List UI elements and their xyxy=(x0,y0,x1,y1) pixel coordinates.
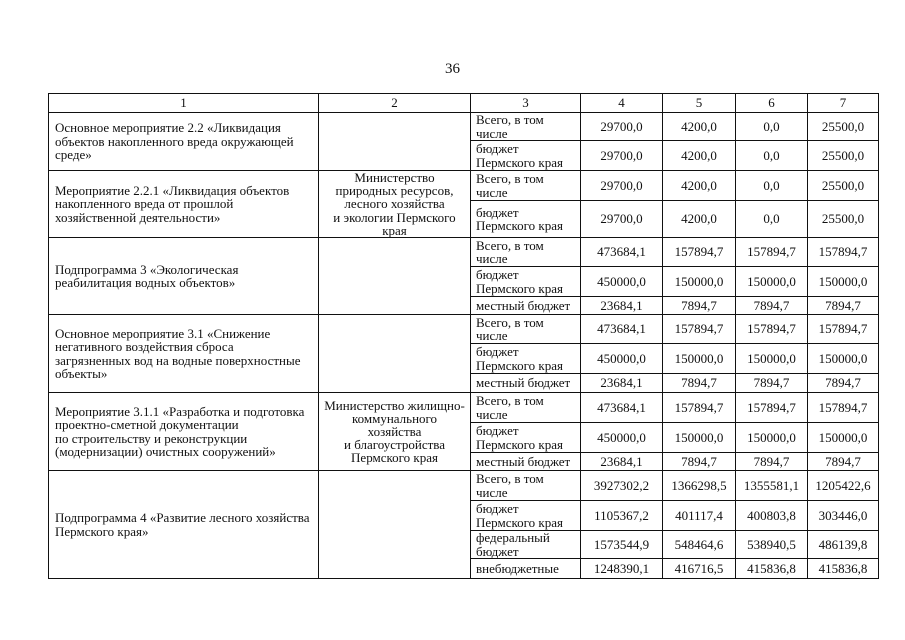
value-col-5: 150000,0 xyxy=(663,423,736,453)
column-header: 1 xyxy=(49,94,319,113)
value-col-5: 548464,6 xyxy=(663,531,736,559)
value-col-6: 538940,5 xyxy=(736,531,808,559)
funding-source-cell: Всего, в том числе xyxy=(471,171,581,201)
value-col-5: 1366298,5 xyxy=(663,471,736,501)
value-col-4: 23684,1 xyxy=(581,374,663,393)
value-col-6: 7894,7 xyxy=(736,374,808,393)
executor-cell xyxy=(319,238,471,315)
value-col-4: 450000,0 xyxy=(581,423,663,453)
value-col-4: 473684,1 xyxy=(581,238,663,267)
value-col-6: 150000,0 xyxy=(736,423,808,453)
value-col-4: 29700,0 xyxy=(581,171,663,201)
value-col-4: 450000,0 xyxy=(581,267,663,297)
column-header: 3 xyxy=(471,94,581,113)
value-col-7: 7894,7 xyxy=(808,374,879,393)
budget-table xyxy=(48,93,879,579)
value-col-5: 150000,0 xyxy=(663,344,736,374)
header-row xyxy=(49,94,879,113)
value-col-7: 1205422,6 xyxy=(808,471,879,501)
value-col-7: 25500,0 xyxy=(808,141,879,171)
value-col-6: 7894,7 xyxy=(736,297,808,315)
value-col-7: 25500,0 xyxy=(808,171,879,201)
funding-source-cell: бюджет Пермского края xyxy=(471,423,581,453)
value-col-5: 4200,0 xyxy=(663,113,736,141)
value-col-7: 157894,7 xyxy=(808,315,879,344)
funding-source-cell: местный бюджет xyxy=(471,374,581,393)
value-col-6: 415836,8 xyxy=(736,559,808,579)
funding-source-cell: внебюджетные xyxy=(471,559,581,579)
value-col-5: 4200,0 xyxy=(663,201,736,238)
value-col-6: 7894,7 xyxy=(736,453,808,471)
value-col-5: 4200,0 xyxy=(663,171,736,201)
table-row xyxy=(49,238,879,267)
executor-cell: Министерство жилищно- коммунального хозяйства и благоустройства Пермского края xyxy=(319,393,471,471)
value-col-4: 473684,1 xyxy=(581,393,663,423)
executor-cell xyxy=(319,113,471,171)
value-col-6: 0,0 xyxy=(736,113,808,141)
value-col-5: 4200,0 xyxy=(663,141,736,171)
value-col-6: 157894,7 xyxy=(736,315,808,344)
value-col-4: 1248390,1 xyxy=(581,559,663,579)
value-col-4: 29700,0 xyxy=(581,113,663,141)
value-col-4: 450000,0 xyxy=(581,344,663,374)
value-col-5: 7894,7 xyxy=(663,297,736,315)
measure-name-cell: Подпрограмма 4 «Развитие лесного хозяйства Пермского края» xyxy=(49,471,319,579)
measure-name-cell: Мероприятие 3.1.1 «Разработка и подготовка проектно-сметной документации по строительству и реконструкции (модернизации) очистных сооружений» xyxy=(49,393,319,471)
executor-cell xyxy=(319,471,471,579)
value-col-5: 7894,7 xyxy=(663,374,736,393)
measure-name-cell: Мероприятие 2.2.1 «Ликвидация объектов накопленного вреда от прошлой хозяйственной деятельности» xyxy=(49,171,319,238)
value-col-7: 150000,0 xyxy=(808,423,879,453)
value-col-7: 150000,0 xyxy=(808,344,879,374)
funding-source-cell: бюджет Пермского края xyxy=(471,267,581,297)
funding-source-cell: бюджет Пермского края xyxy=(471,201,581,238)
value-col-6: 157894,7 xyxy=(736,238,808,267)
value-col-6: 157894,7 xyxy=(736,393,808,423)
value-col-6: 1355581,1 xyxy=(736,471,808,501)
value-col-5: 157894,7 xyxy=(663,393,736,423)
value-col-7: 157894,7 xyxy=(808,238,879,267)
funding-source-cell: Всего, в том числе xyxy=(471,238,581,267)
value-col-5: 401117,4 xyxy=(663,501,736,531)
value-col-7: 25500,0 xyxy=(808,113,879,141)
value-col-6: 0,0 xyxy=(736,201,808,238)
value-col-4: 1573544,9 xyxy=(581,531,663,559)
value-col-5: 416716,5 xyxy=(663,559,736,579)
value-col-7: 7894,7 xyxy=(808,453,879,471)
funding-source-cell: местный бюджет xyxy=(471,453,581,471)
value-col-4: 23684,1 xyxy=(581,453,663,471)
column-header: 6 xyxy=(736,94,808,113)
value-col-5: 157894,7 xyxy=(663,315,736,344)
value-col-7: 157894,7 xyxy=(808,393,879,423)
funding-source-cell: Всего, в том числе xyxy=(471,113,581,141)
column-header: 7 xyxy=(808,94,879,113)
column-header: 2 xyxy=(319,94,471,113)
value-col-4: 1105367,2 xyxy=(581,501,663,531)
measure-name-cell: Основное мероприятие 3.1 «Снижение негативного воздействия сброса загрязненных вод на водные поверхностные объекты» xyxy=(49,315,319,393)
value-col-4: 3927302,2 xyxy=(581,471,663,501)
table-row xyxy=(49,471,879,501)
value-col-6: 150000,0 xyxy=(736,344,808,374)
funding-source-cell: бюджет Пермского края xyxy=(471,501,581,531)
column-header: 5 xyxy=(663,94,736,113)
funding-source-cell: Всего, в том числе xyxy=(471,471,581,501)
executor-cell: Министерство природных ресурсов, лесного хозяйства и экологии Пермского края xyxy=(319,171,471,238)
funding-source-cell: федеральный бюджет xyxy=(471,531,581,559)
table-row xyxy=(49,113,879,141)
value-col-7: 150000,0 xyxy=(808,267,879,297)
table-row xyxy=(49,393,879,423)
page-number: 36 xyxy=(445,61,460,77)
value-col-5: 7894,7 xyxy=(663,453,736,471)
column-header: 4 xyxy=(581,94,663,113)
value-col-7: 25500,0 xyxy=(808,201,879,238)
value-col-4: 23684,1 xyxy=(581,297,663,315)
value-col-6: 0,0 xyxy=(736,171,808,201)
value-col-7: 415836,8 xyxy=(808,559,879,579)
funding-source-cell: Всего, в том числе xyxy=(471,393,581,423)
executor-cell xyxy=(319,315,471,393)
measure-name-cell: Основное мероприятие 2.2 «Ликвидация объектов накопленного вреда окружающей среде» xyxy=(49,113,319,171)
value-col-6: 0,0 xyxy=(736,141,808,171)
value-col-6: 150000,0 xyxy=(736,267,808,297)
value-col-4: 473684,1 xyxy=(581,315,663,344)
table-row xyxy=(49,315,879,344)
funding-source-cell: бюджет Пермского края xyxy=(471,141,581,171)
funding-source-cell: местный бюджет xyxy=(471,297,581,315)
value-col-7: 486139,8 xyxy=(808,531,879,559)
value-col-6: 400803,8 xyxy=(736,501,808,531)
table-row xyxy=(49,171,879,201)
measure-name-cell: Подпрограмма 3 «Экологическая реабилитация водных объектов» xyxy=(49,238,319,315)
value-col-7: 7894,7 xyxy=(808,297,879,315)
funding-source-cell: Всего, в том числе xyxy=(471,315,581,344)
funding-source-cell: бюджет Пермского края xyxy=(471,344,581,374)
value-col-4: 29700,0 xyxy=(581,141,663,171)
value-col-7: 303446,0 xyxy=(808,501,879,531)
value-col-5: 157894,7 xyxy=(663,238,736,267)
value-col-5: 150000,0 xyxy=(663,267,736,297)
value-col-4: 29700,0 xyxy=(581,201,663,238)
